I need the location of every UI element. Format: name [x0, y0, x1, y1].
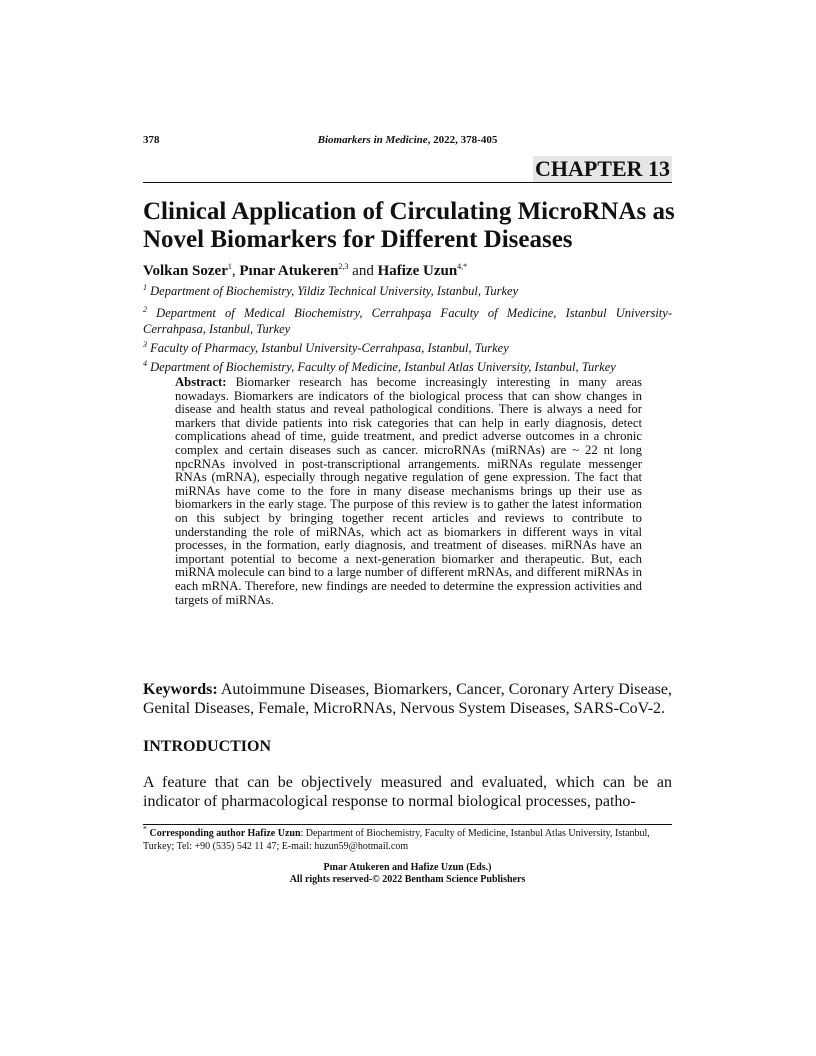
running-header — [143, 134, 672, 146]
chapter-label: CHAPTER 13 — [534, 156, 670, 181]
editors: Pınar Atukeren and Hafize Uzun (Eds.) — [323, 862, 492, 873]
header-rule — [143, 182, 672, 183]
page-number: 378 — [143, 134, 160, 146]
abstract-label: Abstract: — [175, 375, 227, 389]
body-paragraph: A feature that can be objectively measured and evaluated, which can be an indicator of pharmacological response to normal biological processes, patho- — [143, 774, 672, 810]
affiliation — [143, 305, 672, 337]
journal-name: Biomarkers in Medicine — [317, 134, 428, 146]
aff-text: Department of Biochemistry, Yildiz Technical University, Istanbul, Turkey — [147, 284, 519, 298]
aff-sup: 3 — [143, 339, 147, 349]
affiliation — [143, 283, 672, 299]
footnote-text: : Department of Biochemistry, Faculty of Medicine, Istanbul Atlas University, Istanbul, Turkey; Tel: +90 (535) 542 11 47; E-mail: huzun59@hotmail.com — [143, 828, 650, 852]
aff-sup: 2 — [143, 304, 147, 314]
author-name: Pınar Atukeren — [239, 263, 339, 279]
journal-details: , 2022, 378-405 — [427, 134, 498, 146]
abstract — [175, 376, 642, 607]
keywords-label: Keywords: — [143, 681, 218, 698]
aff-text: Faculty of Pharmacy, Istanbul University-Cerrahpasa, Istanbul, Turkey — [147, 341, 509, 355]
aff-text: Department of Medical Biochemistry, Cerrahpaşa Faculty of Medicine, Istanbul University-Cerrahpasa, Istanbul, Turkey — [143, 306, 672, 336]
copyright: All rights reserved-© 2022 Bentham Science Publishers — [289, 874, 526, 885]
keywords-text: Autoimmune Diseases, Biomarkers, Cancer, Coronary Artery Disease, Genital Diseases, Female, MicroRNAs, Nervous System Diseases, SARS-CoV-2. — [143, 681, 672, 717]
section-heading: INTRODUCTION — [143, 738, 272, 755]
author-sup: 4,* — [457, 262, 468, 271]
sep: and — [348, 263, 378, 279]
author-sup: 1 — [227, 262, 232, 271]
footnote-sup: * — [143, 824, 147, 834]
footnote-label: Corresponding author Hafize Uzun — [147, 828, 301, 839]
aff-sup: 4 — [143, 358, 147, 368]
footnote — [143, 824, 672, 853]
affiliation — [143, 340, 672, 356]
abstract-text: Biomarker research has become increasingly interesting in many areas nowadays. Biomarkers are indicators of the biological process that can show changes in disease and health status and reveal pathological conditions. There is always a need for markers that divide patients into risk categories that can help in early diagnosis, detect complications ahead of time, guide treatment, and predict adverse outcomes in a chronic complex and certain diseases such as cancer. microRNAs (miRNAs) are ~ 22 nt long npcRNAs involved in post-transcriptional arrangements. miRNAs regulate messenger RNAs (mRNA), especially through negative regulation of gene expression. The fact that miRNAs have come to the fore in many disease mechanisms brings up their use as biomarkers in the early stage. The purpose of this review is to gather the latest information on this subject by bringing together recent articles and reviews to contribute to understanding the role of miRNAs, which act as biomarkers in different ways in vital processes, in the formation, early diagnosis, and treatment of diseases. miRNAs have an important potential to become a next-generation biomarker and therapeutic. But, each miRNA molecule can bind to a large number of different mRNAs, and different miRNAs in each mRNA. Therefore, new findings are needed to determine the expression activities and targets of miRNAs. — [175, 375, 642, 607]
author-name: Hafize Uzun — [377, 263, 458, 279]
footnote-rule — [143, 824, 672, 825]
affiliation — [143, 359, 672, 375]
author-sup: 2,3 — [338, 262, 349, 271]
author-list — [143, 262, 467, 280]
keywords — [143, 680, 672, 718]
aff-text: Department of Biochemistry, Faculty of Medicine, Istanbul Atlas University, Istanbul, Turkey — [147, 360, 616, 374]
aff-sup: 1 — [143, 282, 147, 292]
author-name: Volkan Sozer — [143, 263, 228, 279]
chapter-title: Clinical Application of Circulating MicroRNAs as Novel Biomarkers for Different Diseases — [143, 198, 675, 253]
sep: , — [231, 263, 240, 279]
publisher-info — [143, 862, 672, 886]
